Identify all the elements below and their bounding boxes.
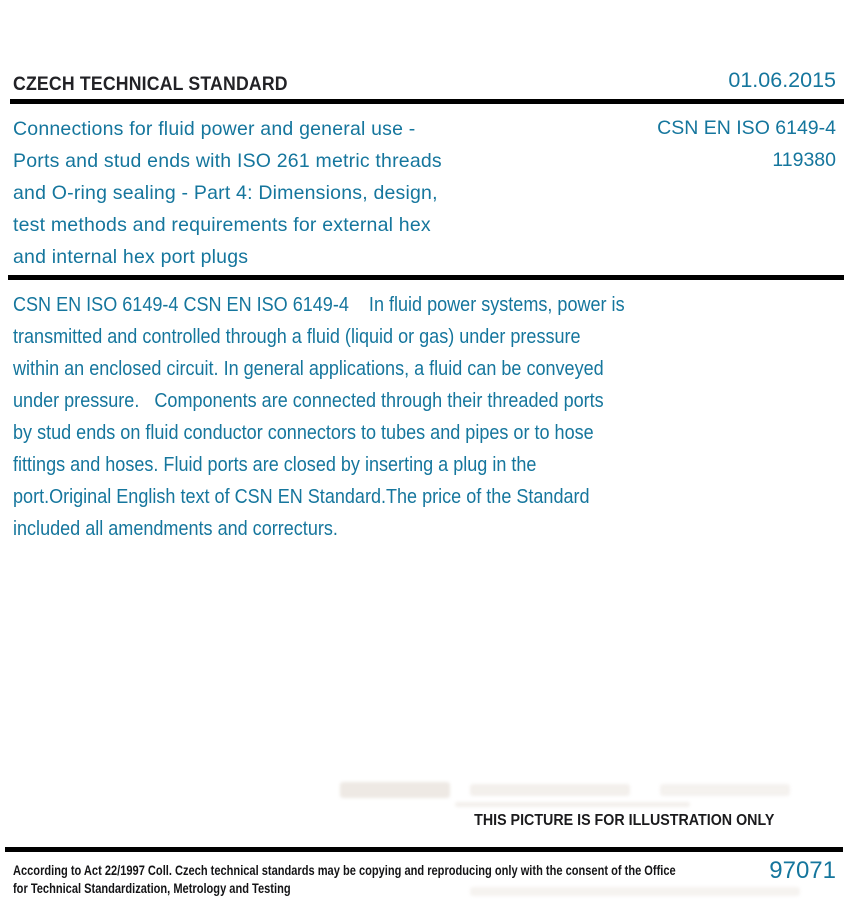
faded-watermark bbox=[470, 887, 800, 896]
faded-watermark bbox=[470, 784, 630, 796]
text-line: by stud ends on fluid conductor connectors to tubes and pipes or to hose bbox=[13, 421, 594, 444]
text-line: port.Original English text of CSN EN Standard.The price of the Standard bbox=[13, 485, 590, 508]
document-number: 97071 bbox=[769, 857, 836, 884]
text-line: According to Act 22/1997 Coll. Czech technical standards may be copying and reproducing only with the consent of the Office bbox=[13, 863, 676, 878]
faded-watermark bbox=[660, 784, 790, 796]
page-title: CZECH TECHNICAL STANDARD bbox=[13, 74, 288, 95]
text-line: CSN EN ISO 6149-4 CSN EN ISO 6149-4 In fluid power systems, power is bbox=[13, 293, 625, 316]
catalog-number: 119380 bbox=[772, 149, 836, 171]
text-line: Connections for fluid power and general use - bbox=[13, 118, 416, 140]
text-line: and O-ring sealing - Part 4: Dimensions, design, bbox=[13, 182, 438, 204]
text-line: included all amendments and correcturs. bbox=[13, 517, 338, 540]
text-line: within an enclosed circuit. In general applications, a fluid can be conveyed bbox=[13, 357, 604, 380]
faded-watermark bbox=[455, 802, 690, 807]
document-title bbox=[13, 113, 442, 273]
text-line: fittings and hoses. Fluid ports are closed by inserting a plug in the bbox=[13, 453, 537, 476]
text-line: under pressure. Components are connected through their threaded ports bbox=[13, 389, 604, 412]
faded-watermark bbox=[340, 782, 450, 798]
text-line: Ports and stud ends with ISO 261 metric threads bbox=[13, 150, 442, 172]
footer-divider bbox=[5, 847, 843, 852]
standard-code: CSN EN ISO 6149-4 bbox=[657, 117, 836, 139]
issue-date: 01.06.2015 bbox=[728, 68, 836, 92]
text-line: transmitted and controlled through a fluid (liquid or gas) under pressure bbox=[13, 325, 581, 348]
title-divider bbox=[8, 275, 844, 280]
text-line: and internal hex port plugs bbox=[13, 246, 249, 268]
illustration-disclaimer: THIS PICTURE IS FOR ILLUSTRATION ONLY bbox=[473, 812, 774, 829]
text-line: test methods and requirements for external hex bbox=[13, 214, 431, 236]
abstract-text bbox=[13, 289, 625, 545]
header-divider bbox=[10, 99, 844, 104]
text-line: for Technical Standardization, Metrology and Testing bbox=[13, 881, 291, 896]
